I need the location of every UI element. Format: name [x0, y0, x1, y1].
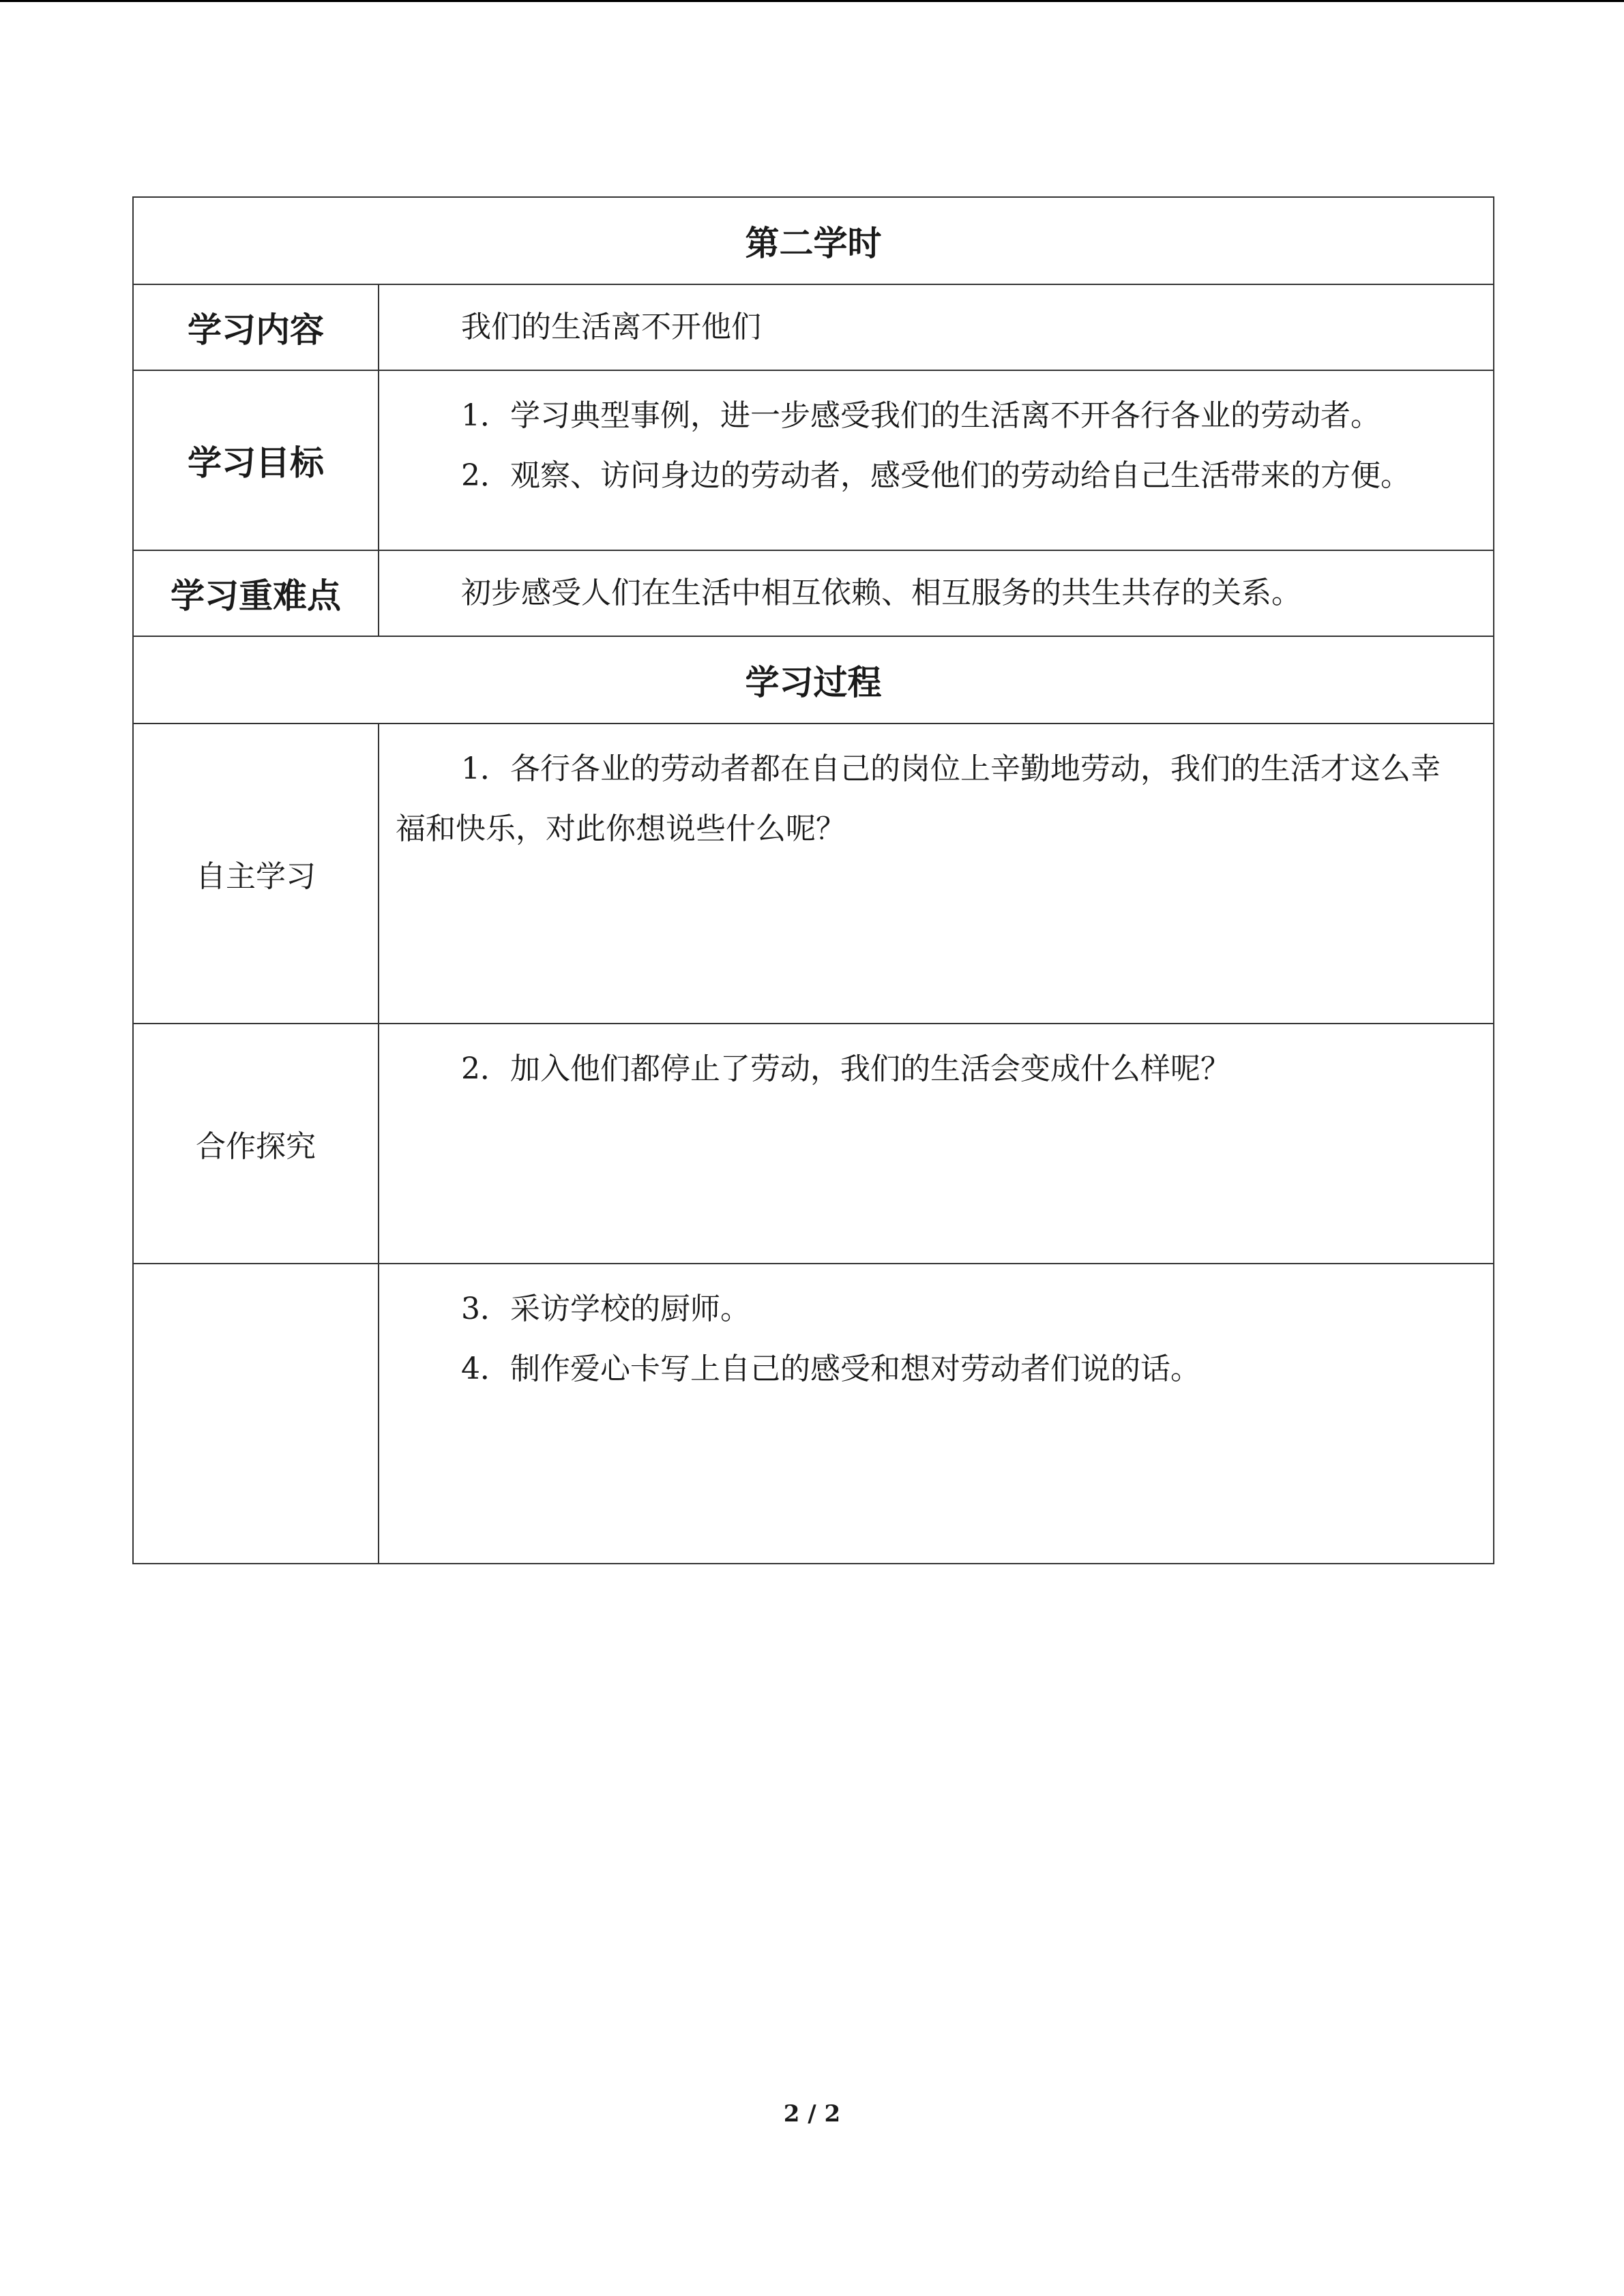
key-points-cell	[379, 550, 1494, 636]
extension-item: 4．制作爱心卡写上自己的感受和想对劳动者们说的话。	[461, 1352, 1200, 1386]
self-study-cell	[379, 724, 1494, 1024]
goals-cell	[379, 370, 1494, 550]
lesson-title-row	[133, 197, 1494, 284]
page-number: 2 / 2	[783, 2100, 841, 2128]
cooperative-item: 2．加入他们都停止了劳动，我们的生活会变成什么样呢？	[461, 1052, 1230, 1086]
cooperative-label: 合作探究	[133, 1024, 379, 1264]
self-study-item: 1．各行各业的劳动者都在自己的岗位上辛勤地劳动，我们的生活才这么幸福和快乐，对此你想说些什么呢？	[396, 751, 1441, 846]
extension-cell	[379, 1264, 1494, 1564]
extension-row	[133, 1264, 1494, 1564]
goal-item: 1．学习典型事例，进一步感受我们的生活离不开各行各业的劳动者。	[461, 398, 1381, 433]
cooperative-row	[133, 1024, 1494, 1264]
lesson-title: 第二学时	[133, 197, 1494, 284]
key-points-row	[133, 550, 1494, 636]
page-top-border	[0, 0, 1624, 2]
content-label: 学习内容	[133, 284, 379, 370]
process-title: 学习过程	[133, 636, 1494, 724]
self-study-row	[133, 724, 1494, 1024]
extension-label	[133, 1264, 379, 1564]
key-points-label: 学习重难点	[133, 550, 379, 636]
lesson-plan-table	[132, 196, 1494, 1564]
goals-row	[133, 370, 1494, 550]
self-study-label: 自主学习	[133, 724, 379, 1024]
goals-label: 学习目标	[133, 370, 379, 550]
cooperative-cell	[379, 1024, 1494, 1264]
process-title-row	[133, 636, 1494, 724]
content-cell	[379, 284, 1494, 370]
extension-item: 3．采访学校的厨师。	[461, 1292, 750, 1326]
content-row	[133, 284, 1494, 370]
key-points-text: 初步感受人们在生活中相互依赖、相互服务的共生共存的关系。	[461, 576, 1301, 610]
goal-item: 2．观察、访问身边的劳动者，感受他们的劳动给自己生活带来的方便。	[461, 458, 1411, 493]
content-text: 我们的生活离不开他们	[461, 310, 761, 344]
